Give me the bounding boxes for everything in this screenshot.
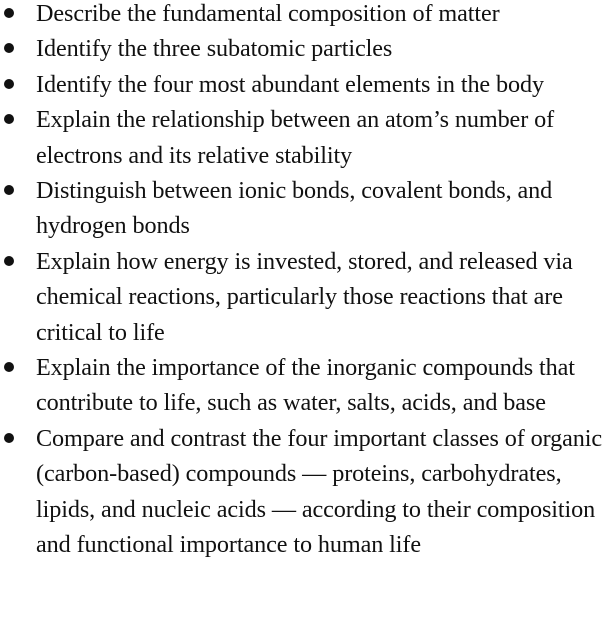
list-item-text: Distinguish between ionic bonds, covalent bonds, and hydrogen bonds: [36, 177, 553, 240]
list-item: [0, 173, 614, 244]
bullet-icon: [4, 256, 14, 266]
list-item: [0, 0, 614, 31]
bullet-icon: [4, 362, 14, 372]
list-item: [0, 31, 614, 66]
list-item-text: Explain how energy is invested, stored, and released via chemical reactions, particularly those reactions that are critical to life: [36, 247, 573, 346]
list-item: [0, 421, 614, 563]
bullet-icon: [4, 43, 14, 53]
list-item-text: Identify the three subatomic particles: [36, 35, 393, 63]
bullet-icon: [4, 114, 14, 124]
list-item-text: Identify the four most abundant elements in the body: [36, 70, 544, 98]
list-item: [0, 244, 614, 350]
list-item-text: Describe the fundamental composition of matter: [36, 0, 500, 27]
list-item: [0, 350, 614, 421]
list-item: [0, 102, 614, 173]
bullet-icon: [4, 433, 14, 443]
list-item: [0, 67, 614, 102]
bullet-icon: [4, 8, 14, 18]
list-item-text: Explain the relationship between an atom’s number of electrons and its relative stability: [36, 106, 555, 169]
list-item-text: Compare and contrast the four important classes of organic (carbon-based) compounds — proteins, carbohydrates, lipids, and nucleic acids — according to their composition and functional importance to human life: [36, 424, 603, 559]
list-item-text: Explain the importance of the inorganic compounds that contribute to life, such as water, salts, acids, and base: [36, 354, 575, 417]
bullet-icon: [4, 79, 14, 89]
bullet-icon: [4, 185, 14, 195]
